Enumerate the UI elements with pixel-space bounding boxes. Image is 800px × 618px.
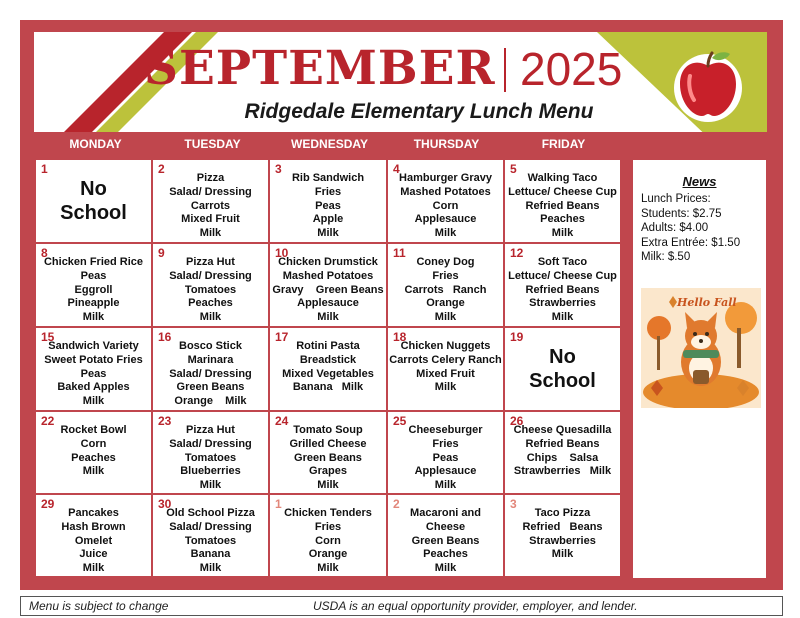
news-lines [641, 192, 740, 265]
day-number: 3 [275, 162, 282, 176]
footer-usda-statement: USDA is an equal opportunity provider, employer, and lender. [313, 599, 638, 613]
news-line: Milk: $.50 [641, 251, 691, 263]
menu-items: Tomato Soup Grilled Cheese Green Beans Grapes Milk [289, 424, 367, 492]
day-number: 1 [41, 162, 48, 176]
menu-day-cell [388, 160, 503, 242]
menu-day-cell [36, 244, 151, 326]
menu-day-cell [36, 412, 151, 493]
hello-fall-fox-illustration [641, 288, 761, 408]
news-line: Extra Entrée: $1.50 [641, 236, 741, 249]
day-number: 9 [158, 246, 165, 260]
menu-day-cell [36, 160, 151, 242]
day-number: 5 [510, 162, 517, 176]
menu-day-cell [270, 412, 386, 493]
menu-items: Pancakes Hash Brown Omelet Juice Milk [61, 507, 126, 575]
menu-items: Old School Pizza Salad/ Dressing Tomatoes Banana Milk [166, 507, 255, 575]
menu-day-cell [270, 160, 386, 242]
day-number: 3 [510, 497, 517, 511]
menu-day-cell [153, 244, 268, 326]
day-wednesday: WEDNESDAY [291, 137, 368, 151]
menu-items: Chicken Nuggets Carrots Celery Ranch Mixed Fruit Milk [389, 340, 502, 394]
news-line: Lunch Prices: [641, 193, 711, 205]
no-school-label: No School [60, 178, 127, 224]
menu-day-cell [270, 244, 386, 326]
menu-items: Pizza Hut Salad/ Dressing Tomatoes Peaches Milk [169, 256, 252, 324]
day-number: 25 [393, 414, 407, 428]
news-line: Students: $2.75 [641, 207, 722, 220]
menu-calendar-grid [34, 158, 620, 578]
day-number: 4 [393, 162, 400, 176]
menu-items: Chicken Fried Rice Peas Eggroll Pineapple Milk [43, 256, 144, 324]
news-panel [633, 160, 766, 578]
menu-day-cell [505, 412, 620, 493]
day-number: 26 [510, 414, 524, 428]
menu-day-cell [153, 495, 268, 576]
menu-day-cell [388, 328, 503, 410]
day-number: 18 [393, 330, 407, 344]
day-monday: MONDAY [69, 137, 122, 151]
title-year: 2025 [520, 43, 623, 95]
apple-icon [668, 44, 748, 124]
day-number: 8 [41, 246, 48, 260]
day-thursday: THURSDAY [413, 137, 480, 151]
day-number: 17 [275, 330, 289, 344]
news-title: News [682, 174, 717, 189]
day-number: 22 [41, 414, 55, 428]
menu-items: Walking Taco Lettuce/ Cheese Cup Refried Beans Peaches Milk [508, 172, 617, 240]
day-tuesday: TUESDAY [184, 137, 241, 151]
menu-subtitle: Ridgedale Elementary Lunch Menu [244, 100, 594, 123]
menu-day-cell [36, 328, 151, 410]
news-line: Adults: $4.00 [641, 222, 709, 234]
menu-items: Pizza Hut Salad/ Dressing Tomatoes Blueberries Milk [169, 424, 252, 492]
title-divider [504, 48, 506, 92]
day-number: 2 [158, 162, 165, 176]
menu-day-cell [36, 495, 151, 576]
menu-items: Rocket Bowl Corn Peaches Milk [60, 424, 127, 478]
menu-items: Bosco Stick Marinara Salad/ Dressing Green Beans Orange Milk [169, 340, 252, 408]
menu-items: Chicken Drumstick Mashed Potatoes Gravy Green Beans Applesauce Milk [272, 256, 384, 324]
menu-day-cell [388, 244, 503, 326]
day-number: 1 [275, 497, 282, 511]
menu-day-cell [388, 412, 503, 493]
day-number: 12 [510, 246, 524, 260]
day-number: 30 [158, 497, 172, 511]
menu-day-cell [505, 495, 620, 576]
menu-items: Soft Taco Lettuce/ Cheese Cup Refried Beans Strawberries Milk [508, 256, 617, 324]
menu-day-cell [505, 160, 620, 242]
header-banner [34, 32, 767, 132]
day-friday: FRIDAY [541, 137, 586, 151]
day-number: 16 [158, 330, 172, 344]
footer-bar [20, 596, 783, 616]
no-school-label: No School [529, 346, 596, 392]
day-number: 2 [393, 497, 400, 511]
menu-day-cell [153, 412, 268, 493]
menu-day-cell [505, 328, 620, 410]
menu-day-cell [270, 495, 386, 576]
menu-items: Cheese Quesadilla Refried Beans Chips Salsa Strawberries Milk [513, 424, 612, 478]
day-number: 15 [41, 330, 55, 344]
menu-day-cell [505, 244, 620, 326]
menu-day-cell [153, 160, 268, 242]
day-number: 29 [41, 497, 55, 511]
menu-items: Sandwich Variety Sweet Potato Fries Peas Baked Apples Milk [44, 340, 143, 408]
menu-items: Hamburger Gravy Mashed Potatoes Corn Applesauce Milk [399, 172, 492, 240]
menu-items: Chicken Tenders Fries Corn Orange Milk [284, 507, 372, 575]
footer-disclaimer: Menu is subject to change [29, 599, 169, 613]
day-number: 23 [158, 414, 172, 428]
menu-items: Pizza Salad/ Dressing Carrots Mixed Fruit Milk [169, 172, 252, 240]
day-number: 11 [393, 246, 406, 260]
page-title [144, 40, 664, 98]
menu-items: Coney Dog Fries Carrots Ranch Orange Milk [404, 256, 487, 324]
menu-items: Macaroni and Cheese Green Beans Peaches Milk [410, 507, 481, 575]
title-month: SEPTEMBER [144, 41, 496, 96]
menu-day-cell [388, 495, 503, 576]
menu-items: Rib Sandwich Fries Peas Apple Milk [291, 172, 365, 240]
day-number: 10 [275, 246, 289, 260]
menu-items: Rotini Pasta Breadstick Mixed Vegetables Banana Milk [282, 340, 374, 394]
menu-day-cell [270, 328, 386, 410]
menu-day-cell [153, 328, 268, 410]
svg-text:Hello Fall: Hello Fall [677, 296, 737, 309]
day-number: 19 [510, 330, 524, 344]
menu-items: Cheeseburger Fries Peas Applesauce Milk [408, 424, 483, 492]
menu-items: Taco Pizza Refried Beans Strawberries Milk [522, 507, 603, 561]
day-number: 24 [275, 414, 289, 428]
